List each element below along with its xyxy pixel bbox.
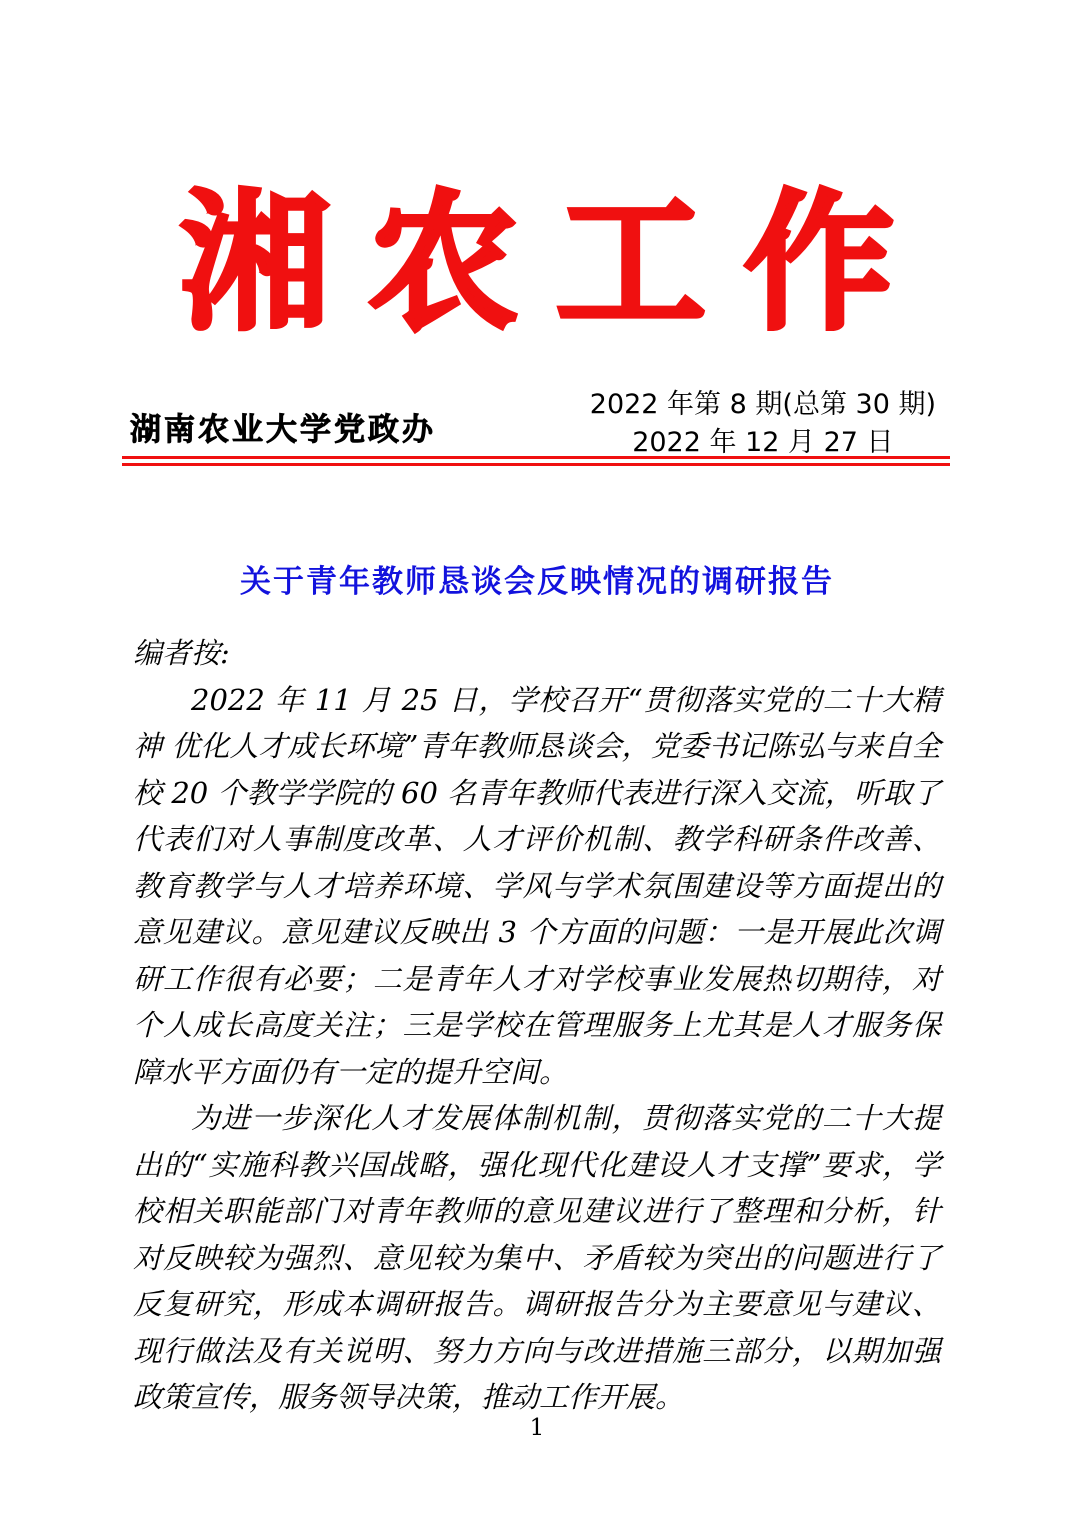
- editor-note-label: 编者按:: [133, 636, 230, 670]
- paragraph: 2022 年 11 月 25 日，学校召开“贯彻落实党的二十大精神 优化人才成长环境”青年教师恳谈会，党委书记陈弘与来自全校 20 个教学学院的 60 名青年教师代表进行深入交流，听取了代表们对人事制度改革、人才评价机制、教学科研条件改善、教育教学与人才培养环境、学风与学术氛围建设等方面提出的意见建议。意见建议反映出 3 个方面的问题：一是开展此次调研工作很有必要；二是青年人才对学校事业发展热切期待，对个人成长高度关注；三是学校在管理服务上尤其是人才服务保障水平方面仍有一定的提升空间。: [133, 682, 941, 1089]
- issue-block: [590, 386, 936, 462]
- masthead-title: 湘农工作: [179, 175, 932, 351]
- report-body: [133, 630, 941, 1421]
- double-rule-divider: [122, 456, 950, 466]
- publisher-name: 湖南农业大学党政办: [130, 412, 436, 448]
- issue-line: 2022 年第 8 期(总第 30 期): [589, 389, 936, 420]
- date-line: 2022 年 12 月 27 日: [632, 427, 894, 458]
- paragraph: 为进一步深化人才发展体制机制，贯彻落实党的二十大提出的“实施科教兴国战略，强化现代化建设人才支撑”要求，学校相关职能部门对青年教师的意见建议进行了整理和分析，针对反映较为强烈、意见较为集中、矛盾较为突出的问题进行了反复研究，形成本调研报告。调研报告分为主要意见与建议、现行做法及有关说明、努力方向与改进措施三部分，以期加强政策宣传，服务领导决策，推动工作开展。: [133, 1101, 941, 1414]
- report-title: 关于青年教师恳谈会反映情况的调研报告: [240, 564, 834, 600]
- page-number: 1: [529, 1415, 545, 1441]
